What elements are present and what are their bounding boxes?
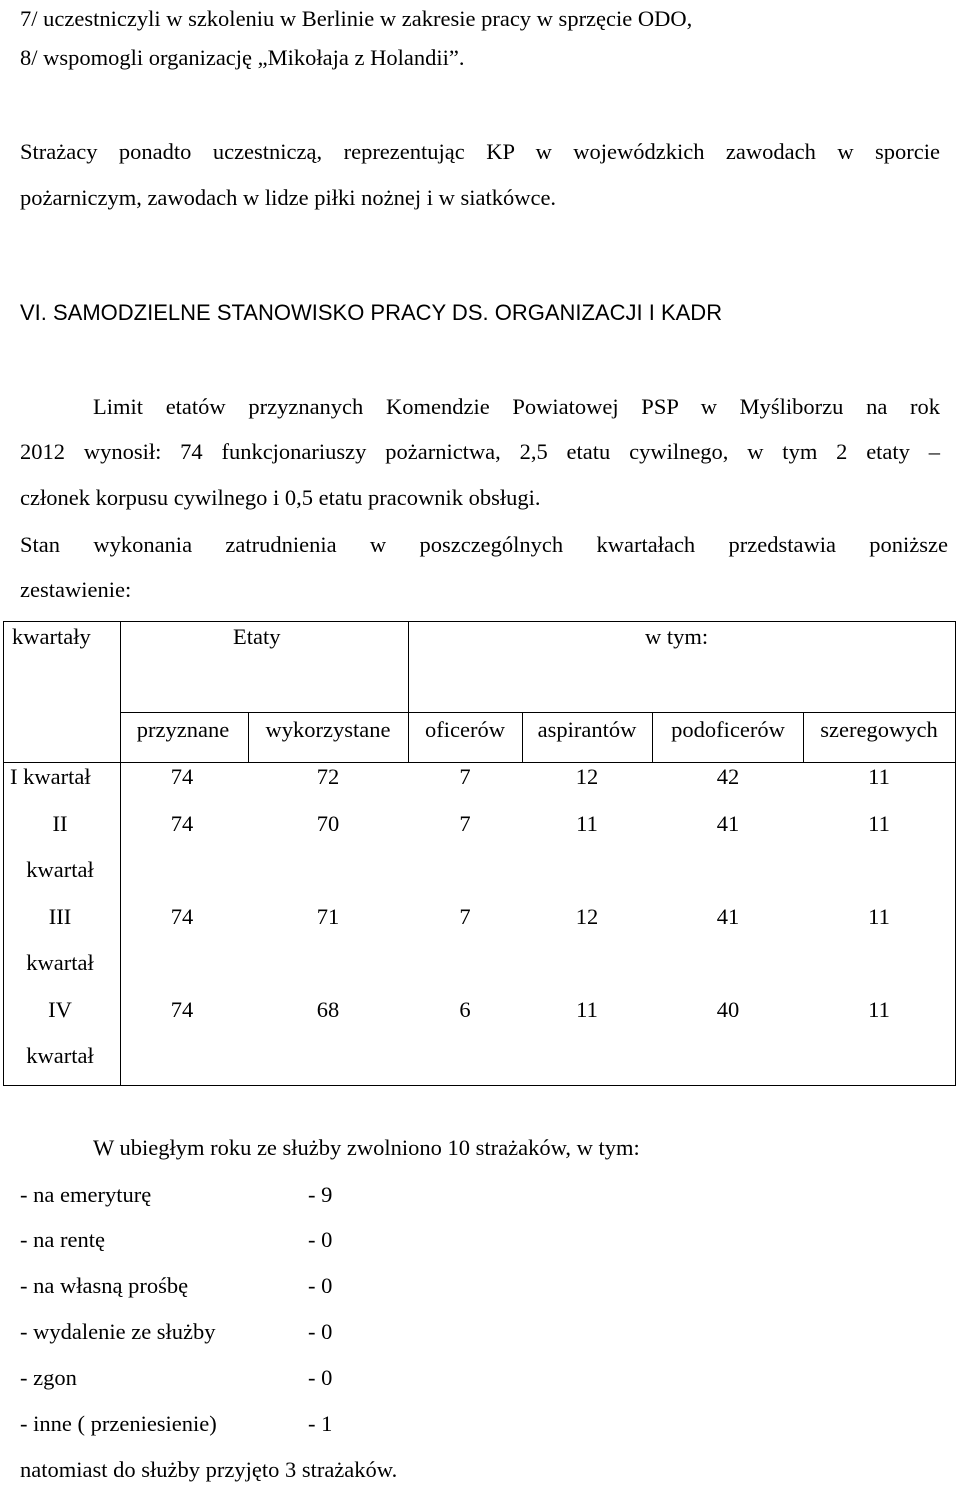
- dismissal-item-label: - zgon: [20, 1365, 77, 1390]
- table-divider: [803, 712, 804, 762]
- dismissal-item-label: - na emeryturę: [20, 1182, 152, 1207]
- cell-value: 12: [575, 904, 599, 929]
- paragraph-limit-line2: 2012 wynosił: 74 funkcjonariuszy pożarnictwa, 2,5 etatu cywilnego, w tym 2 etaty –: [20, 439, 940, 464]
- header-quarters: kwartały: [12, 624, 91, 649]
- table-divider: [408, 622, 409, 712]
- dismissal-item-label: - na rentę: [20, 1227, 105, 1252]
- table-border-bottom: [3, 1085, 956, 1086]
- dismissal-item-label: - inne ( przeniesienie): [20, 1411, 217, 1436]
- table-divider: [120, 622, 121, 1086]
- cell-value: 11: [576, 811, 598, 836]
- dismissal-item-value: - 0: [308, 1227, 333, 1252]
- cell-value: 11: [868, 764, 890, 789]
- paragraph-sports-line1: Strażacy ponadto uczestniczą, reprezentując KP w wojewódzkich zawodach w sporcie: [20, 139, 940, 164]
- table-divider: [652, 712, 653, 762]
- cell-value: 71: [316, 904, 340, 929]
- header-col-ncos: podoficerów: [671, 717, 785, 742]
- header-in-that: w tym:: [645, 624, 709, 649]
- table-divider: [120, 712, 956, 713]
- cell-value: 70: [316, 811, 340, 836]
- header-col-used: wykorzystane: [265, 717, 391, 742]
- dismissal-item-value: - 1: [308, 1411, 333, 1436]
- cell-value: 12: [575, 764, 599, 789]
- dismissal-item-value: - 0: [308, 1319, 333, 1344]
- cell-value: 74: [170, 904, 194, 929]
- cell-value: 11: [576, 997, 598, 1022]
- cell-value: 6: [459, 997, 471, 1022]
- header-col-granted: przyznane: [136, 717, 230, 742]
- row-label: kwartał: [26, 1043, 94, 1068]
- header-col-aspirants: aspirantów: [537, 717, 637, 742]
- paragraph-limit-line1: Limit etatów przyznanych Komendzie Powiatowej PSP w Myśliborzu na rok: [93, 394, 940, 419]
- cell-value: 74: [170, 997, 194, 1022]
- header-col-privates: szeregowych: [820, 717, 938, 742]
- cell-value: 41: [716, 904, 740, 929]
- list-item-8: 8/ wspomogli organizację „Mikołaja z Holandii”.: [20, 45, 465, 70]
- header-etaty: Etaty: [233, 624, 281, 649]
- cell-value: 74: [170, 811, 194, 836]
- cell-value: 11: [868, 997, 890, 1022]
- cell-value: 11: [868, 811, 890, 836]
- table-border-left: [3, 622, 4, 1086]
- dismissals-intro: W ubiegłym roku ze służby zwolniono 10 strażaków, w tym:: [93, 1135, 640, 1160]
- dismissal-item-value: - 9: [308, 1182, 333, 1207]
- paragraph-status-line2: zestawienie:: [20, 577, 132, 602]
- cell-value: 72: [316, 764, 340, 789]
- paragraph-status-line1: Stan wykonania zatrudnienia w poszczególnych kwartałach przedstawia poniższe: [20, 532, 948, 557]
- row-label: I kwartał: [10, 764, 91, 789]
- cell-value: 41: [716, 811, 740, 836]
- cell-value: 74: [170, 764, 194, 789]
- row-label: IV: [48, 997, 72, 1022]
- row-label: kwartał: [26, 950, 94, 975]
- row-label: kwartał: [26, 857, 94, 882]
- table-border-right: [955, 622, 956, 1086]
- cell-value: 40: [716, 997, 740, 1022]
- table-divider: [408, 712, 409, 762]
- table-divider: [248, 712, 249, 762]
- paragraph-sports-line2: pożarniczym, zawodach w lidze piłki nożnej i w siatkówce.: [20, 185, 557, 210]
- header-col-officers: oficerów: [425, 717, 505, 742]
- dismissal-item-label: - na własną prośbę: [20, 1273, 189, 1298]
- list-item-7: 7/ uczestniczyli w szkoleniu w Berlinie w zakresie pracy w sprzęcie ODO,: [20, 6, 693, 31]
- dismissal-item-label: - wydalenie ze służby: [20, 1319, 216, 1344]
- cell-value: 7: [459, 764, 471, 789]
- row-label: II: [52, 811, 68, 836]
- admissions-note: natomiast do służby przyjęto 3 strażaków.: [20, 1457, 398, 1482]
- cell-value: 68: [316, 997, 340, 1022]
- paragraph-limit-line3: członek korpusu cywilnego i 0,5 etatu pracownik obsługi.: [20, 485, 541, 510]
- table-divider: [3, 762, 956, 763]
- section-heading: VI. SAMODZIELNE STANOWISKO PRACY DS. ORGANIZACJI I KADR: [20, 300, 723, 325]
- dismissal-item-value: - 0: [308, 1365, 333, 1390]
- cell-value: 7: [459, 811, 471, 836]
- row-label: III: [48, 904, 72, 929]
- table-border-top: [3, 621, 956, 622]
- cell-value: 11: [868, 904, 890, 929]
- table-divider: [522, 712, 523, 762]
- cell-value: 42: [716, 764, 740, 789]
- cell-value: 7: [459, 904, 471, 929]
- dismissal-item-value: - 0: [308, 1273, 333, 1298]
